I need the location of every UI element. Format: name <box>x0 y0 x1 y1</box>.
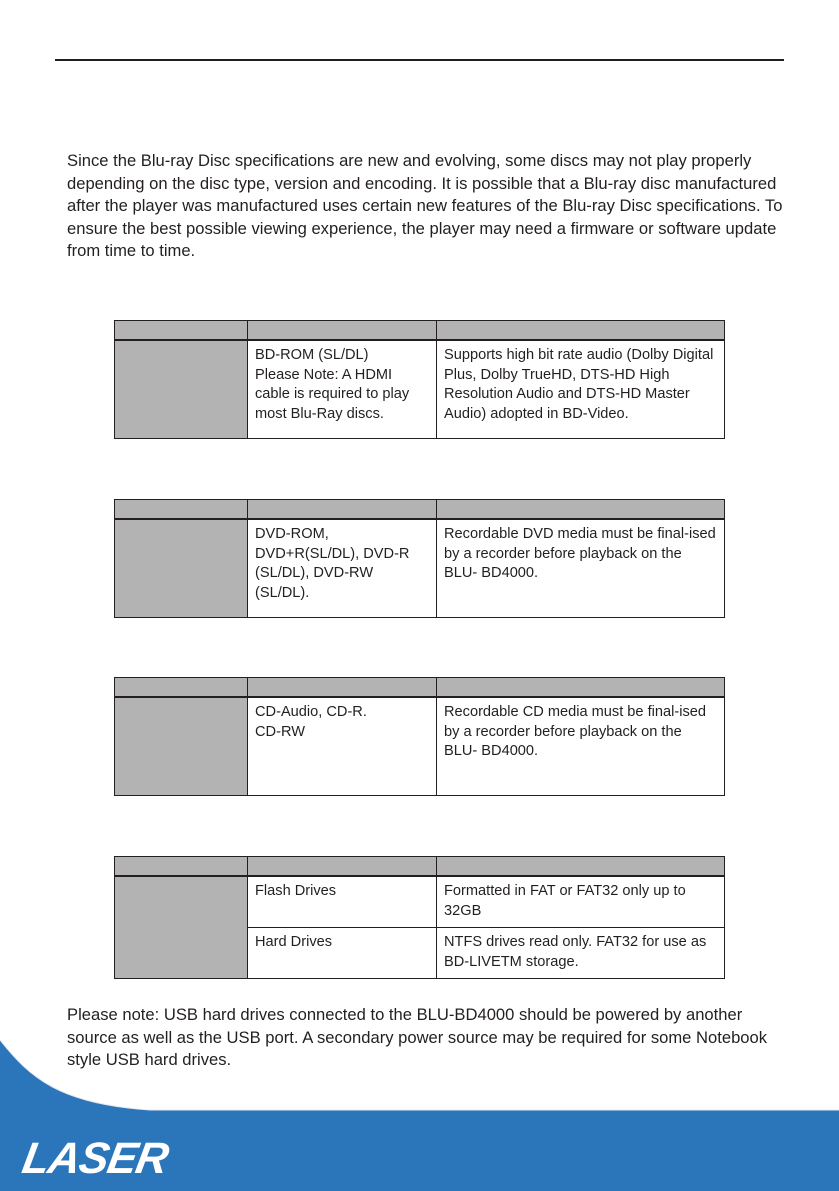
usb-flash-formats: Flash Drives <box>255 883 337 899</box>
notes-cell <box>437 877 725 928</box>
dvd-spec-table <box>114 499 725 618</box>
notes-cell <box>437 928 725 979</box>
usb-hdd-notes: NTFS drives read only. FAT32 for use as BD-LIVETM storage. <box>444 934 707 970</box>
media-cell <box>115 341 248 439</box>
formats-cell <box>248 698 437 796</box>
table-header-row <box>115 678 725 697</box>
notes-cell <box>437 520 725 618</box>
usb-note-paragraph: Please note: USB hard drives connected to the BLU-BD4000 should be powered by another source as well as the USB port. A secondary power source may be required for some Notebook style USB hard drives. <box>67 1005 768 1069</box>
formats-cell <box>248 520 437 618</box>
table-row <box>115 877 725 928</box>
formats-cell <box>248 928 437 979</box>
bluray-notes: Supports high bit rate audio (Dolby Digital Plus, Dolby TrueHD, DTS-HD High Resolution Audio and DTS-HD Master Audio) adopted in BD-Video. <box>444 347 714 422</box>
table-header-row <box>115 500 725 519</box>
table-header-row <box>115 321 725 340</box>
dvd-notes: Recordable DVD media must be final-ised by a recorder before playback on the BLU- BD4000. <box>444 526 716 581</box>
footer-band <box>0 1040 839 1191</box>
notes-cell <box>437 341 725 439</box>
media-cell <box>115 698 248 796</box>
usb-flash-notes: Formatted in FAT or FAT32 only up to 32GB <box>444 883 686 919</box>
usb-spec-table <box>114 856 725 979</box>
cd-formats: CD-Audio, CD-R. CD-RW <box>255 704 367 740</box>
table-row <box>115 341 725 439</box>
media-cell <box>115 520 248 618</box>
notes-cell <box>437 698 725 796</box>
cd-spec-table <box>114 677 725 796</box>
top-rule <box>55 59 784 61</box>
bluray-formats: BD-ROM (SL/DL) Please Note: A HDMI cable is required to play most Blu-Ray discs. <box>255 347 410 422</box>
formats-cell <box>248 877 437 928</box>
table-row <box>115 698 725 796</box>
cd-notes: Recordable CD media must be final-ised by a recorder before playback on the BLU- BD4000. <box>444 704 706 759</box>
media-cell <box>115 877 248 979</box>
bluray-spec-table <box>114 320 725 439</box>
table-header-row <box>115 857 725 876</box>
formats-cell <box>248 341 437 439</box>
dvd-formats: DVD-ROM, DVD+R(SL/DL), DVD-R (SL/DL), DVD-RW (SL/DL). <box>255 526 410 601</box>
laser-logo <box>19 1134 173 1183</box>
intro-paragraph: Since the Blu-ray Disc specifications are new and evolving, some discs may not play properly depending on the disc type, version and encoding. It is possible that a Blu-ray disc manufactured after the player was manufactured uses certain new features of the Blu-ray Disc specifications. To ensure the best possible viewing experience, the player may need a firmware or software update from time to time. <box>67 151 783 260</box>
svg-text:LASER: LASER <box>18 1134 172 1183</box>
table-row <box>115 520 725 618</box>
usb-hdd-formats: Hard Drives <box>255 934 333 950</box>
